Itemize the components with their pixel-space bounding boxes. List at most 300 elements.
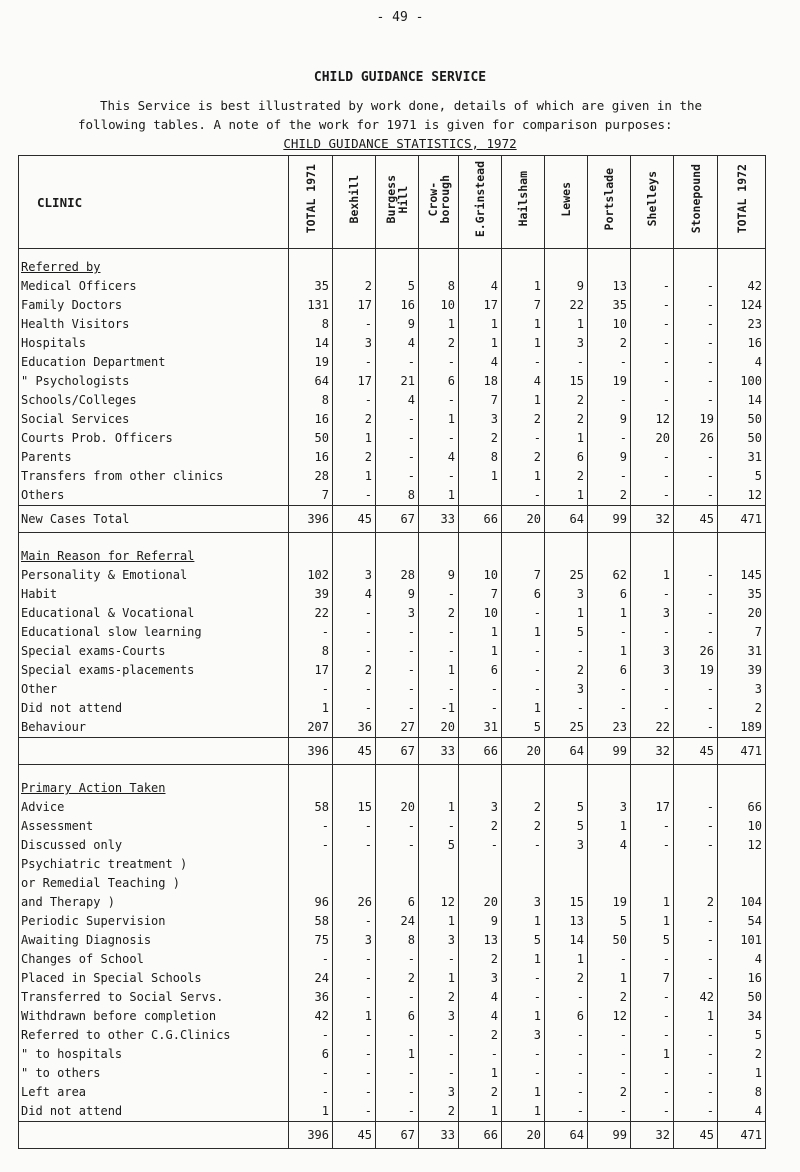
cell-hailsham: 1 — [502, 334, 545, 353]
cell-total-1971: 35 — [289, 277, 333, 296]
cell-bexhill: - — [333, 315, 376, 334]
table-row — [19, 566, 766, 585]
cell-bexhill: 2 — [333, 410, 376, 429]
table-row — [19, 372, 766, 391]
cell-burgess-hill: 1 — [376, 1045, 419, 1064]
cell-lewes: 64 — [545, 738, 588, 765]
cell-lewes: 14 — [545, 931, 588, 950]
cell-total-1972: 4 — [718, 1102, 766, 1122]
cell-burgess-hill: 6 — [376, 893, 419, 912]
table-row — [19, 410, 766, 429]
cell-shelleys: 5 — [631, 931, 674, 950]
row-label: Advice — [19, 798, 289, 817]
cell-burgess-hill: - — [376, 950, 419, 969]
cell-lewes: 2 — [545, 969, 588, 988]
cell-total-1971: 396 — [289, 738, 333, 765]
table-row — [19, 429, 766, 448]
row-label: Educational & Vocational — [19, 604, 289, 623]
cell-shelleys: 12 — [631, 410, 674, 429]
cell-hailsham: 7 — [502, 296, 545, 315]
cell-shelleys: - — [631, 1102, 674, 1122]
cell-portslade: 35 — [588, 296, 631, 315]
cell-stonepound: - — [674, 315, 718, 334]
cell-crow-borough: - — [419, 585, 459, 604]
cell-bexhill — [333, 874, 376, 893]
cell-stonepound: - — [674, 566, 718, 585]
cell-lewes: 9 — [545, 277, 588, 296]
cell-portslade: - — [588, 353, 631, 372]
table-row — [19, 604, 766, 623]
cell-shelleys: - — [631, 836, 674, 855]
column-header-label: Burgess Hill — [384, 174, 410, 224]
cell-lewes: 6 — [545, 448, 588, 467]
row-label: and Therapy ) — [19, 893, 289, 912]
cell-crow-borough: - — [419, 950, 459, 969]
table-row — [19, 718, 766, 738]
cell-total-1972: 3 — [718, 680, 766, 699]
table-row — [19, 661, 766, 680]
cell-crow-borough: 20 — [419, 718, 459, 738]
cell-stonepound: 45 — [674, 506, 718, 533]
row-label: Behaviour — [19, 718, 289, 738]
row-label: Education Department — [19, 353, 289, 372]
cell-lewes: 1 — [545, 950, 588, 969]
cell-total-1971: 58 — [289, 912, 333, 931]
cell-bexhill: 1 — [333, 429, 376, 448]
cell-stonepound: 19 — [674, 661, 718, 680]
cell-crow-borough: 1 — [419, 912, 459, 931]
cell-hailsham: - — [502, 969, 545, 988]
cell-bexhill: 4 — [333, 585, 376, 604]
cell-total-1972: 10 — [718, 817, 766, 836]
cell-total-1972: 8 — [718, 1083, 766, 1102]
cell-total-1972: 50 — [718, 988, 766, 1007]
column-header-label: Bexhill — [347, 174, 361, 224]
cell-lewes: 3 — [545, 680, 588, 699]
cell-hailsham: 1 — [502, 315, 545, 334]
row-label: Family Doctors — [19, 296, 289, 315]
cell-lewes — [545, 855, 588, 874]
table-row — [19, 296, 766, 315]
table-row — [19, 817, 766, 836]
cell-burgess-hill: 3 — [376, 604, 419, 623]
cell-hailsham: 6 — [502, 585, 545, 604]
cell-portslade: - — [588, 429, 631, 448]
cell-lewes: 64 — [545, 506, 588, 533]
cell-lewes: 1 — [545, 604, 588, 623]
cell-total-1972: 189 — [718, 718, 766, 738]
cell-burgess-hill: - — [376, 429, 419, 448]
cell-stonepound: - — [674, 372, 718, 391]
cell-e-grinstead: 8 — [459, 448, 502, 467]
table-title: CHILD GUIDANCE STATISTICS, 1972 — [283, 136, 517, 151]
cell-total-1972: 100 — [718, 372, 766, 391]
table-row — [19, 315, 766, 334]
cell-burgess-hill: 67 — [376, 738, 419, 765]
cell-hailsham: 3 — [502, 1026, 545, 1045]
cell-burgess-hill: 24 — [376, 912, 419, 931]
cell-shelleys: - — [631, 448, 674, 467]
cell-e-grinstead: 4 — [459, 988, 502, 1007]
cell-crow-borough: - — [419, 680, 459, 699]
cell-lewes: 25 — [545, 718, 588, 738]
cell-hailsham: 2 — [502, 798, 545, 817]
cell-crow-borough: - — [419, 467, 459, 486]
cell-total-1971: 28 — [289, 467, 333, 486]
cell-crow-borough: 1 — [419, 661, 459, 680]
cell-burgess-hill: - — [376, 1083, 419, 1102]
cell-burgess-hill: - — [376, 699, 419, 718]
cell-crow-borough: 2 — [419, 1102, 459, 1122]
row-label: Others — [19, 486, 289, 506]
cell-stonepound: - — [674, 931, 718, 950]
cell-crow-borough: - — [419, 1026, 459, 1045]
cell-portslade: - — [588, 1045, 631, 1064]
row-label: Special exams-placements — [19, 661, 289, 680]
table-row — [19, 1026, 766, 1045]
table-row — [19, 1064, 766, 1083]
cell-lewes: 5 — [545, 798, 588, 817]
cell-stonepound: - — [674, 391, 718, 410]
cell-hailsham — [502, 874, 545, 893]
cell-burgess-hill: - — [376, 817, 419, 836]
cell-burgess-hill — [376, 874, 419, 893]
cell-stonepound: 2 — [674, 893, 718, 912]
cell-e-grinstead: 66 — [459, 506, 502, 533]
row-label: Withdrawn before completion — [19, 1007, 289, 1026]
cell-hailsham: 20 — [502, 1122, 545, 1149]
row-label: Other — [19, 680, 289, 699]
cell-shelleys: - — [631, 817, 674, 836]
cell-crow-borough: 1 — [419, 798, 459, 817]
cell-shelleys: - — [631, 585, 674, 604]
row-label: Hospitals — [19, 334, 289, 353]
cell-shelleys: - — [631, 372, 674, 391]
cell-portslade: - — [588, 1026, 631, 1045]
table-row — [19, 486, 766, 506]
cell-bexhill: 45 — [333, 506, 376, 533]
cell-total-1971: - — [289, 817, 333, 836]
cell-burgess-hill: - — [376, 1026, 419, 1045]
cell-e-grinstead: 1 — [459, 467, 502, 486]
cell-crow-borough: -1 — [419, 699, 459, 718]
cell-bexhill: 45 — [333, 1122, 376, 1149]
cell-lewes: - — [545, 1102, 588, 1122]
row-label: Parents — [19, 448, 289, 467]
clinic-header: CLINIC — [19, 156, 289, 249]
row-label: Habit — [19, 585, 289, 604]
cell-burgess-hill: - — [376, 836, 419, 855]
cell-e-grinstead: 10 — [459, 604, 502, 623]
cell-crow-borough: 2 — [419, 334, 459, 353]
cell-total-1972: 4 — [718, 353, 766, 372]
cell-stonepound: - — [674, 950, 718, 969]
cell-total-1972: 23 — [718, 315, 766, 334]
cell-crow-borough: - — [419, 817, 459, 836]
cell-shelleys: 32 — [631, 1122, 674, 1149]
cell-e-grinstead: 2 — [459, 817, 502, 836]
cell-e-grinstead: 4 — [459, 353, 502, 372]
cell-total-1972: 104 — [718, 893, 766, 912]
cell-lewes: 22 — [545, 296, 588, 315]
cell-portslade: 99 — [588, 1122, 631, 1149]
column-header-crow-borough — [419, 156, 459, 249]
cell-crow-borough: 1 — [419, 410, 459, 429]
cell-lewes: 6 — [545, 1007, 588, 1026]
cell-shelleys: 32 — [631, 506, 674, 533]
page-title: CHILD GUIDANCE SERVICE — [313, 70, 487, 85]
cell-bexhill: - — [333, 1026, 376, 1045]
cell-hailsham: 1 — [502, 467, 545, 486]
cell-portslade: - — [588, 467, 631, 486]
cell-bexhill: - — [333, 391, 376, 410]
section-heading-primary-action-taken — [19, 779, 766, 798]
cell-hailsham: - — [502, 642, 545, 661]
column-header-total-1971 — [289, 156, 333, 249]
section-heading: Referred by — [19, 258, 289, 277]
cell-shelleys: - — [631, 353, 674, 372]
column-header-e-grinstead — [459, 156, 502, 249]
cell-lewes: 25 — [545, 566, 588, 585]
column-header-shelleys — [631, 156, 674, 249]
table-row — [19, 680, 766, 699]
intro-paragraph: This Service is best illustrated by work done, details of which are given in the following tables. A note of the work for 1971 is given for comparison purposes: — [78, 98, 703, 132]
cell-bexhill: 2 — [333, 448, 376, 467]
cell-burgess-hill: 8 — [376, 486, 419, 506]
row-label: Changes of School — [19, 950, 289, 969]
cell-shelleys: 32 — [631, 738, 674, 765]
cell-shelleys: - — [631, 623, 674, 642]
cell-stonepound: - — [674, 969, 718, 988]
row-label: Psychiatric treatment ) — [19, 855, 289, 874]
cell-burgess-hill: 9 — [376, 315, 419, 334]
cell-shelleys: - — [631, 486, 674, 506]
cell-total-1971: 22 — [289, 604, 333, 623]
cell-burgess-hill: - — [376, 448, 419, 467]
cell-total-1972 — [718, 855, 766, 874]
cell-lewes: 2 — [545, 661, 588, 680]
cell-burgess-hill: - — [376, 988, 419, 1007]
cell-total-1971: - — [289, 1064, 333, 1083]
cell-total-1972: 471 — [718, 1122, 766, 1149]
column-header-portslade — [588, 156, 631, 249]
cell-total-1972: 20 — [718, 604, 766, 623]
cell-e-grinstead: - — [459, 680, 502, 699]
cell-hailsham: 20 — [502, 738, 545, 765]
cell-stonepound: - — [674, 1102, 718, 1122]
cell-crow-borough: 10 — [419, 296, 459, 315]
cell-bexhill: 3 — [333, 566, 376, 585]
column-header-label: Shelleys — [645, 171, 659, 227]
cell-bexhill: 36 — [333, 718, 376, 738]
cell-lewes: 3 — [545, 334, 588, 353]
cell-crow-borough: 6 — [419, 372, 459, 391]
cell-portslade: 1 — [588, 969, 631, 988]
cell-total-1971: 14 — [289, 334, 333, 353]
table-row — [19, 448, 766, 467]
cell-crow-borough: 4 — [419, 448, 459, 467]
cell-stonepound: - — [674, 585, 718, 604]
cell-crow-borough: - — [419, 1064, 459, 1083]
table-row — [19, 353, 766, 372]
table-row — [19, 912, 766, 931]
row-label: Courts Prob. Officers — [19, 429, 289, 448]
cell-burgess-hill: - — [376, 661, 419, 680]
cell-shelleys: 1 — [631, 912, 674, 931]
cell-stonepound: 42 — [674, 988, 718, 1007]
cell-burgess-hill: 9 — [376, 585, 419, 604]
cell-lewes: 13 — [545, 912, 588, 931]
table-row — [19, 969, 766, 988]
cell-e-grinstead: 20 — [459, 893, 502, 912]
cell-total-1972: 31 — [718, 642, 766, 661]
cell-total-1971: - — [289, 836, 333, 855]
cell-lewes: - — [545, 699, 588, 718]
cell-e-grinstead: 66 — [459, 1122, 502, 1149]
cell-shelleys: 3 — [631, 661, 674, 680]
cell-e-grinstead: 6 — [459, 661, 502, 680]
cell-burgess-hill: 5 — [376, 277, 419, 296]
cell-crow-borough: 3 — [419, 1083, 459, 1102]
cell-lewes: 2 — [545, 410, 588, 429]
cell-hailsham: 1 — [502, 950, 545, 969]
cell-bexhill: - — [333, 623, 376, 642]
cell-portslade: 4 — [588, 836, 631, 855]
cell-shelleys: 3 — [631, 604, 674, 623]
cell-total-1971: - — [289, 1026, 333, 1045]
cell-bexhill: - — [333, 988, 376, 1007]
row-label: " Psychologists — [19, 372, 289, 391]
cell-bexhill: - — [333, 1045, 376, 1064]
cell-burgess-hill: 27 — [376, 718, 419, 738]
cell-crow-borough: - — [419, 429, 459, 448]
cell-portslade: 1 — [588, 642, 631, 661]
column-header-label: Crow- borough — [425, 174, 452, 224]
cell-stonepound: - — [674, 296, 718, 315]
cell-stonepound: - — [674, 1045, 718, 1064]
cell-portslade: 2 — [588, 486, 631, 506]
cell-portslade — [588, 855, 631, 874]
cell-crow-borough: 2 — [419, 604, 459, 623]
cell-e-grinstead: 3 — [459, 969, 502, 988]
header-row — [19, 156, 766, 249]
cell-hailsham: 1 — [502, 391, 545, 410]
cell-bexhill: 1 — [333, 467, 376, 486]
row-label: Did not attend — [19, 1102, 289, 1122]
cell-crow-borough: 33 — [419, 506, 459, 533]
cell-total-1971 — [289, 855, 333, 874]
cell-burgess-hill: - — [376, 1102, 419, 1122]
cell-shelleys: - — [631, 296, 674, 315]
cell-portslade: 19 — [588, 893, 631, 912]
cell-portslade: 9 — [588, 410, 631, 429]
row-label: Medical Officers — [19, 277, 289, 296]
table-row — [19, 988, 766, 1007]
cell-shelleys: - — [631, 699, 674, 718]
cell-total-1971: 96 — [289, 893, 333, 912]
cell-total-1971: 75 — [289, 931, 333, 950]
cell-e-grinstead: 10 — [459, 566, 502, 585]
row-label: Personality & Emotional — [19, 566, 289, 585]
cell-portslade: - — [588, 950, 631, 969]
cell-crow-borough: 3 — [419, 1007, 459, 1026]
cell-total-1971: 17 — [289, 661, 333, 680]
cell-stonepound: - — [674, 798, 718, 817]
cell-stonepound: - — [674, 448, 718, 467]
cell-e-grinstead: 2 — [459, 429, 502, 448]
cell-portslade: 2 — [588, 1083, 631, 1102]
column-header-label: Portslade — [602, 167, 616, 231]
section-gap-row — [19, 765, 766, 780]
spacer-row — [19, 249, 766, 259]
column-header-total-1972 — [718, 156, 766, 249]
cell-lewes: 3 — [545, 836, 588, 855]
row-label: Special exams-Courts — [19, 642, 289, 661]
cell-lewes: 64 — [545, 1122, 588, 1149]
cell-portslade: 2 — [588, 988, 631, 1007]
cell-e-grinstead — [459, 855, 502, 874]
cell-crow-borough: 2 — [419, 988, 459, 1007]
cell-portslade: 99 — [588, 506, 631, 533]
cell-total-1971: 39 — [289, 585, 333, 604]
cell-portslade: 62 — [588, 566, 631, 585]
cell-e-grinstead: 18 — [459, 372, 502, 391]
cell-burgess-hill: - — [376, 680, 419, 699]
cell-stonepound: - — [674, 699, 718, 718]
cell-bexhill: - — [333, 817, 376, 836]
table-row — [19, 893, 766, 912]
table-row — [19, 836, 766, 855]
cell-total-1971: 19 — [289, 353, 333, 372]
cell-crow-borough: 1 — [419, 969, 459, 988]
cell-bexhill: - — [333, 950, 376, 969]
cell-portslade: 99 — [588, 738, 631, 765]
table-row — [19, 642, 766, 661]
table-body — [19, 249, 766, 1149]
cell-total-1971: - — [289, 623, 333, 642]
cell-bexhill: 2 — [333, 277, 376, 296]
cell-total-1972 — [718, 874, 766, 893]
table-row — [19, 1102, 766, 1122]
table-row — [19, 585, 766, 604]
cell-shelleys — [631, 855, 674, 874]
row-label: " to hospitals — [19, 1045, 289, 1064]
cell-total-1972: 124 — [718, 296, 766, 315]
cell-stonepound: 26 — [674, 429, 718, 448]
cell-total-1972: 14 — [718, 391, 766, 410]
cell-e-grinstead: 1 — [459, 334, 502, 353]
row-label: Educational slow learning — [19, 623, 289, 642]
table-row — [19, 699, 766, 718]
cell-bexhill — [333, 855, 376, 874]
total-label: New Cases Total — [19, 506, 289, 533]
cell-crow-borough: - — [419, 391, 459, 410]
cell-lewes: 15 — [545, 372, 588, 391]
table-row — [19, 1045, 766, 1064]
cell-total-1972: 2 — [718, 1045, 766, 1064]
cell-total-1972: 34 — [718, 1007, 766, 1026]
cell-crow-borough — [419, 855, 459, 874]
cell-bexhill: 2 — [333, 661, 376, 680]
cell-total-1972: 7 — [718, 623, 766, 642]
cell-shelleys: 1 — [631, 1045, 674, 1064]
cell-portslade: - — [588, 1064, 631, 1083]
statistics-table — [18, 155, 766, 1149]
cell-total-1972: 101 — [718, 931, 766, 950]
cell-crow-borough: 1 — [419, 315, 459, 334]
cell-bexhill: - — [333, 604, 376, 623]
table-row — [19, 391, 766, 410]
